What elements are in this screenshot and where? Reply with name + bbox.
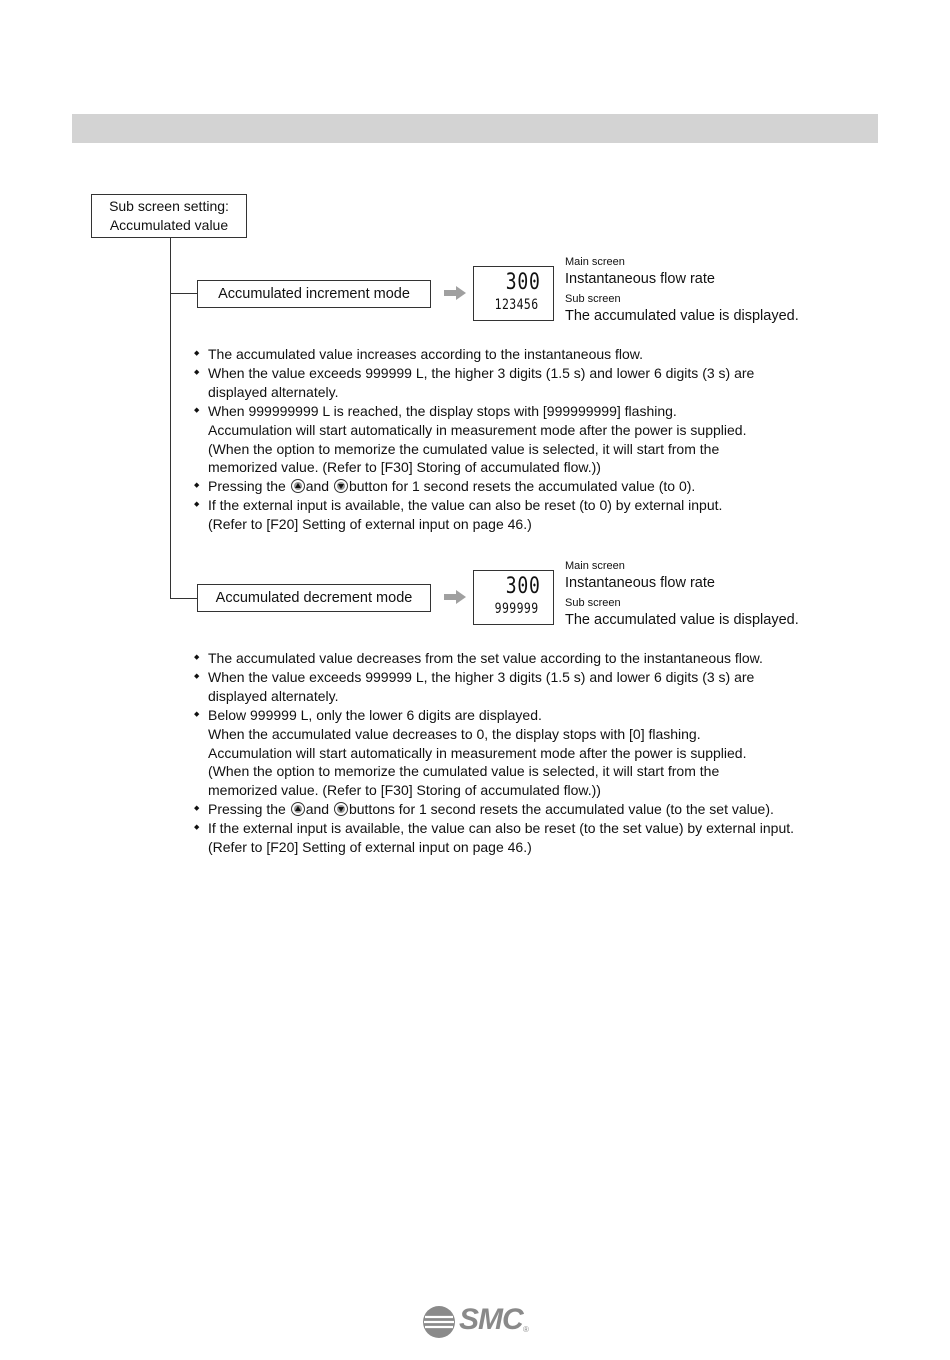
up-button-icon — [291, 802, 305, 816]
list-item: ◆ When 999999999 L is reached, the display stops with [999999999] flashing. Accumulation will start automatically in measurement mode after the power is supplied. (When the option to memorize the cumulated value is selected, it will start from the memorized value. (Refer to [F30] Storing of accumulated flow.)) — [194, 402, 884, 478]
right-arrow-icon — [444, 286, 466, 300]
smc-logo-icon — [421, 1304, 457, 1340]
main-screen-label: Main screen — [565, 560, 625, 572]
tree-branch-increment — [170, 293, 198, 294]
lcd-main-value: 300 — [505, 270, 541, 295]
right-arrow-icon — [444, 590, 466, 604]
smc-logo-text: SMC — [459, 1303, 523, 1336]
decrement-bullet-list — [194, 649, 884, 857]
lcd-display-decrement — [473, 570, 554, 625]
sub-screen-setting-box — [91, 194, 247, 238]
up-button-icon — [291, 479, 305, 493]
registered-mark: ® — [523, 1325, 529, 1334]
list-item: ◆ If the external input is available, the value can also be reset (to 0) by external input. (Refer to [F20] Setting of external input on page 46.) — [194, 496, 884, 534]
increment-bullet-list — [194, 345, 884, 534]
section-header-bar — [72, 114, 878, 143]
lcd-sub-value: 123456 — [495, 297, 539, 313]
list-item: ◆ The accumulated value decreases from the set value according to the instantaneous flow. — [194, 649, 884, 668]
sub-screen-desc: The accumulated value is displayed. — [565, 308, 799, 324]
sub-screen-label: Sub screen — [565, 293, 621, 305]
root-line-1: Sub screen setting: — [109, 198, 229, 214]
list-item: ◆ Pressing the and button for 1 second resets the accumulated value (to 0). — [194, 477, 884, 496]
lcd-sub-value: 999999 — [495, 601, 539, 617]
list-item: ◆ Below 999999 L, only the lower 6 digits are displayed. When the accumulated value decreases to 0, the display stops with [0] flashing. Accumulation will start automatically in measurement mode after the power is supplied. (When the option to memorize the cumulated value is selected, it will start from the memorized value. (Refer to [F30] Storing of accumulated flow.)) — [194, 706, 884, 801]
lcd-main-value: 300 — [505, 574, 541, 599]
list-item: ◆ The accumulated value increases according to the instantaneous flow. — [194, 345, 884, 364]
tree-branch-decrement — [170, 598, 198, 599]
increment-mode-box: Accumulated increment mode — [197, 280, 431, 308]
increment-screen-labels — [565, 255, 865, 326]
down-button-icon — [334, 479, 348, 493]
main-screen-label: Main screen — [565, 256, 625, 268]
decrement-mode-box: Accumulated decrement mode — [197, 584, 431, 612]
decrement-screen-labels — [565, 559, 865, 630]
list-item: ◆ When the value exceeds 999999 L, the higher 3 digits (1.5 s) and lower 6 digits (3 s) are displayed alternately. — [194, 364, 884, 402]
list-item: ◆ When the value exceeds 999999 L, the higher 3 digits (1.5 s) and lower 6 digits (3 s) are displayed alternately. — [194, 668, 884, 706]
down-button-icon — [334, 802, 348, 816]
list-item: ◆ If the external input is available, the value can also be reset (to the set value) by external input. (Refer to [F20] Setting of external input on page 46.) — [194, 819, 884, 857]
sub-screen-label: Sub screen — [565, 597, 621, 609]
main-screen-desc: Instantaneous flow rate — [565, 575, 715, 591]
lcd-display-increment — [473, 266, 554, 321]
root-line-2: Accumulated value — [109, 217, 229, 233]
sub-screen-desc: The accumulated value is displayed. — [565, 612, 799, 628]
main-screen-desc: Instantaneous flow rate — [565, 271, 715, 287]
list-item: ◆ Pressing the and buttons for 1 second resets the accumulated value (to the set value). — [194, 800, 884, 819]
